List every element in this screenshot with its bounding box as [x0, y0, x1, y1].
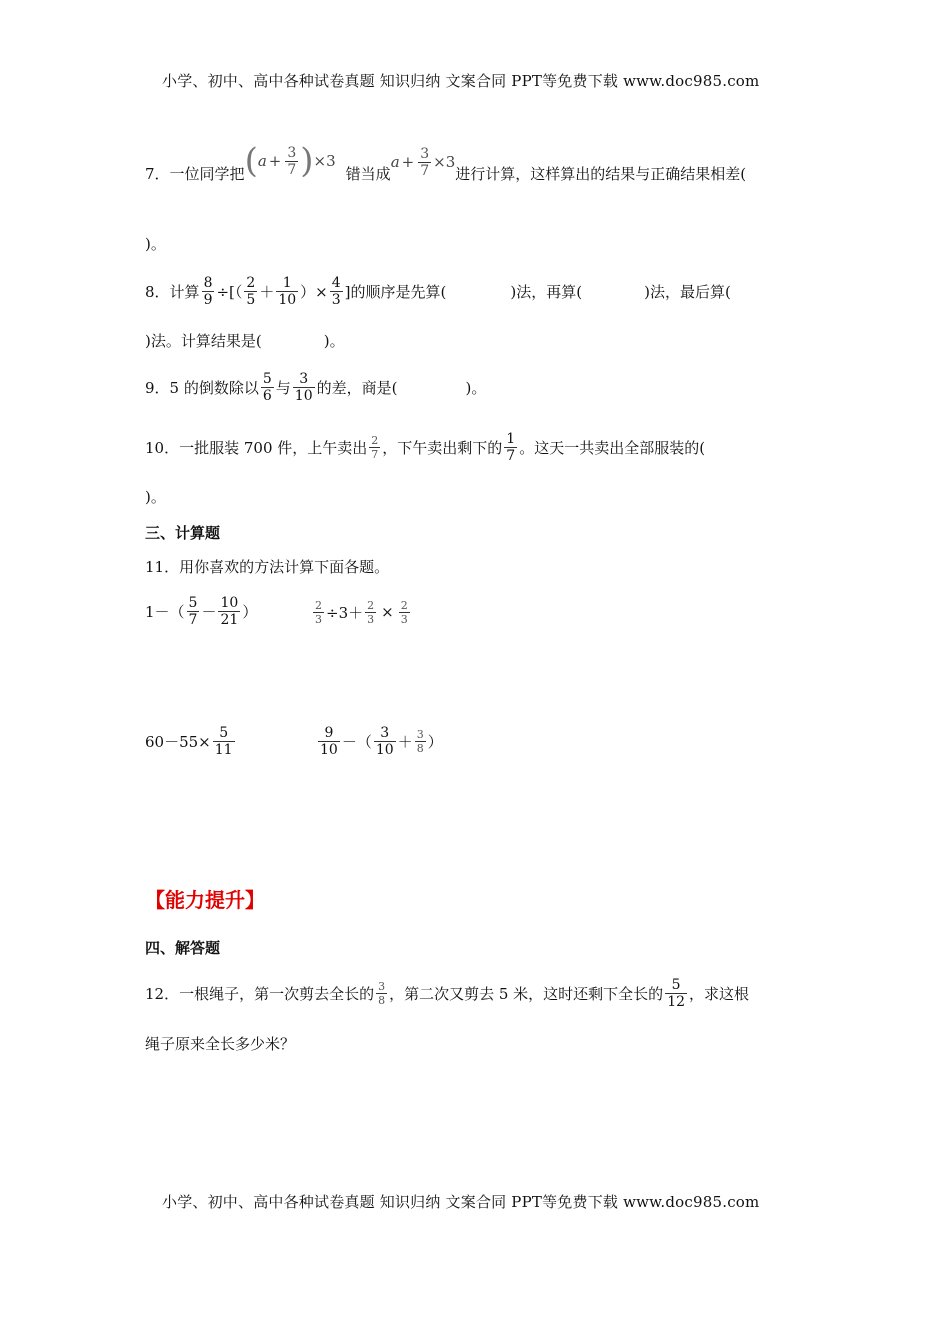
var-a: a: [390, 153, 400, 171]
q10-text-2: ，下午卖出剩下的: [382, 438, 503, 457]
expr-op: ÷3＋: [326, 603, 364, 622]
q12-text-3: ，求这根: [689, 984, 750, 1003]
q12-continuation: 绳子原来全长多少米？: [145, 1035, 296, 1053]
fraction-9-10: $\frac{9}{10}$: [320, 724, 338, 758]
fraction-5-6: $\frac{5}{6}$: [262, 370, 272, 404]
fraction-5-12: $\frac{5}{12}$: [667, 976, 686, 1010]
q9-text-3: 的差，商是(: [316, 378, 398, 397]
page-header: 小学、初中、高中各种试卷真题 知识归纳 文案合同 PPT等免费下载 www.doc985.com: [162, 72, 760, 90]
q11-expression-1: [145, 588, 257, 634]
q7-expression-2: [391, 147, 456, 178]
section-4-heading: 四、解答题: [145, 939, 221, 957]
fraction-3-10: $\frac{3}{10}$: [375, 724, 394, 758]
fraction-3-8: $\frac{3}{8}$: [378, 979, 386, 1007]
fraction-5-11: $\frac{5}{11}$: [214, 724, 233, 758]
q8-number: 8．: [145, 282, 170, 301]
q8-end: )。: [323, 332, 345, 350]
q8-text-2: ]的顺序是先算(: [344, 282, 447, 301]
q7-text-2: 错当成: [345, 164, 391, 183]
times-three: ×3: [313, 152, 336, 170]
q11-expression-3: [145, 718, 237, 764]
left-paren: (: [244, 141, 258, 181]
q10-text-3: 。这天一共卖出全部服装的(: [519, 438, 706, 457]
fraction-2-3: $\frac{2}{3}$: [400, 598, 408, 626]
divide-bracket: ÷[（: [216, 282, 243, 301]
question-10: [145, 424, 705, 470]
plus-sign: +: [401, 153, 415, 171]
right-paren: ): [300, 141, 314, 181]
q12-text-1: 12．一根绳子，第一次剪去全长的: [145, 984, 375, 1003]
q7-continuation: )。: [145, 235, 166, 253]
q10-continuation: )。: [145, 488, 166, 506]
minus-sign: －: [201, 602, 217, 621]
section-3-heading: 三、计算题: [145, 524, 221, 542]
expr-end: ）: [427, 732, 443, 751]
q7-number: 7．: [145, 164, 170, 183]
question-9: [145, 362, 486, 412]
fraction-3-7: $\frac{3}{7}$: [287, 144, 297, 178]
fraction-1-7: $\frac{1}{7}$: [506, 430, 516, 464]
q8-text-1: 计算: [169, 282, 200, 301]
q11-expression-2: [311, 592, 412, 632]
q7-text-3: 进行计算，这样算出的结果与正确结果相差(: [455, 164, 747, 183]
q8-cont-text: )法。计算结果是(: [145, 332, 262, 350]
fraction-2-5: $\frac{2}{5}$: [246, 274, 256, 308]
question-12: [145, 968, 749, 1018]
page-footer: 小学、初中、高中各种试卷真题 知识归纳 文案合同 PPT等免费下载 www.doc985.com: [162, 1193, 760, 1211]
ability-heading: 【能力提升】: [145, 888, 265, 912]
q10-text-1: 10．一批服装 700 件，上午卖出: [145, 438, 368, 457]
q9-text-2: 与: [275, 378, 291, 397]
question-7: [145, 143, 746, 203]
q11-expression-4: [316, 718, 443, 764]
fraction-3-8: $\frac{3}{8}$: [416, 727, 424, 755]
fraction-10-21: $\frac{10}{21}$: [220, 594, 239, 628]
var-a: a: [257, 152, 267, 170]
times-sign: ）×: [300, 282, 328, 301]
question-8: [145, 266, 731, 316]
fraction-2-3: $\frac{2}{3}$: [367, 598, 375, 626]
expr-end: ）: [242, 602, 258, 621]
fraction-1-10: $\frac{1}{10}$: [278, 274, 297, 308]
q8-text-3: )法，再算(: [510, 282, 583, 301]
fraction-2-3: $\frac{2}{3}$: [315, 598, 322, 626]
minus-sign: －（: [341, 732, 372, 751]
q7-expression-1: [244, 141, 336, 181]
q8-continuation: [145, 330, 345, 351]
plus-sign: ＋: [259, 282, 275, 301]
fraction-4-3: $\frac{4}{3}$: [331, 274, 341, 308]
times-three: ×3: [433, 153, 456, 171]
q7-text-1: 一位同学把: [169, 164, 245, 183]
fraction-8-9: $\frac{8}{9}$: [203, 274, 213, 308]
plus-sign: +: [268, 152, 282, 170]
fraction-3-7: $\frac{3}{7}$: [420, 145, 430, 179]
times-sign: ×: [381, 603, 394, 621]
fraction-5-7: $\frac{5}{7}$: [188, 594, 198, 628]
expr-text: 60－55×: [145, 732, 211, 751]
plus-sign: ＋: [397, 732, 413, 751]
q8-text-4: )法，最后算(: [644, 282, 731, 301]
q12-text-2: ，第二次又剪去 5 米，这时还剩下全长的: [389, 984, 664, 1003]
q11-intro: 11．用你喜欢的方法计算下面各题。: [145, 558, 390, 576]
q9-text-1: 9．5 的倒数除以: [145, 378, 259, 397]
fraction-2-7: $\frac{2}{7}$: [371, 433, 379, 461]
expr-text: 1－（: [145, 602, 185, 621]
fraction-3-10: $\frac{3}{10}$: [294, 370, 313, 404]
q9-end: )。: [465, 378, 487, 397]
